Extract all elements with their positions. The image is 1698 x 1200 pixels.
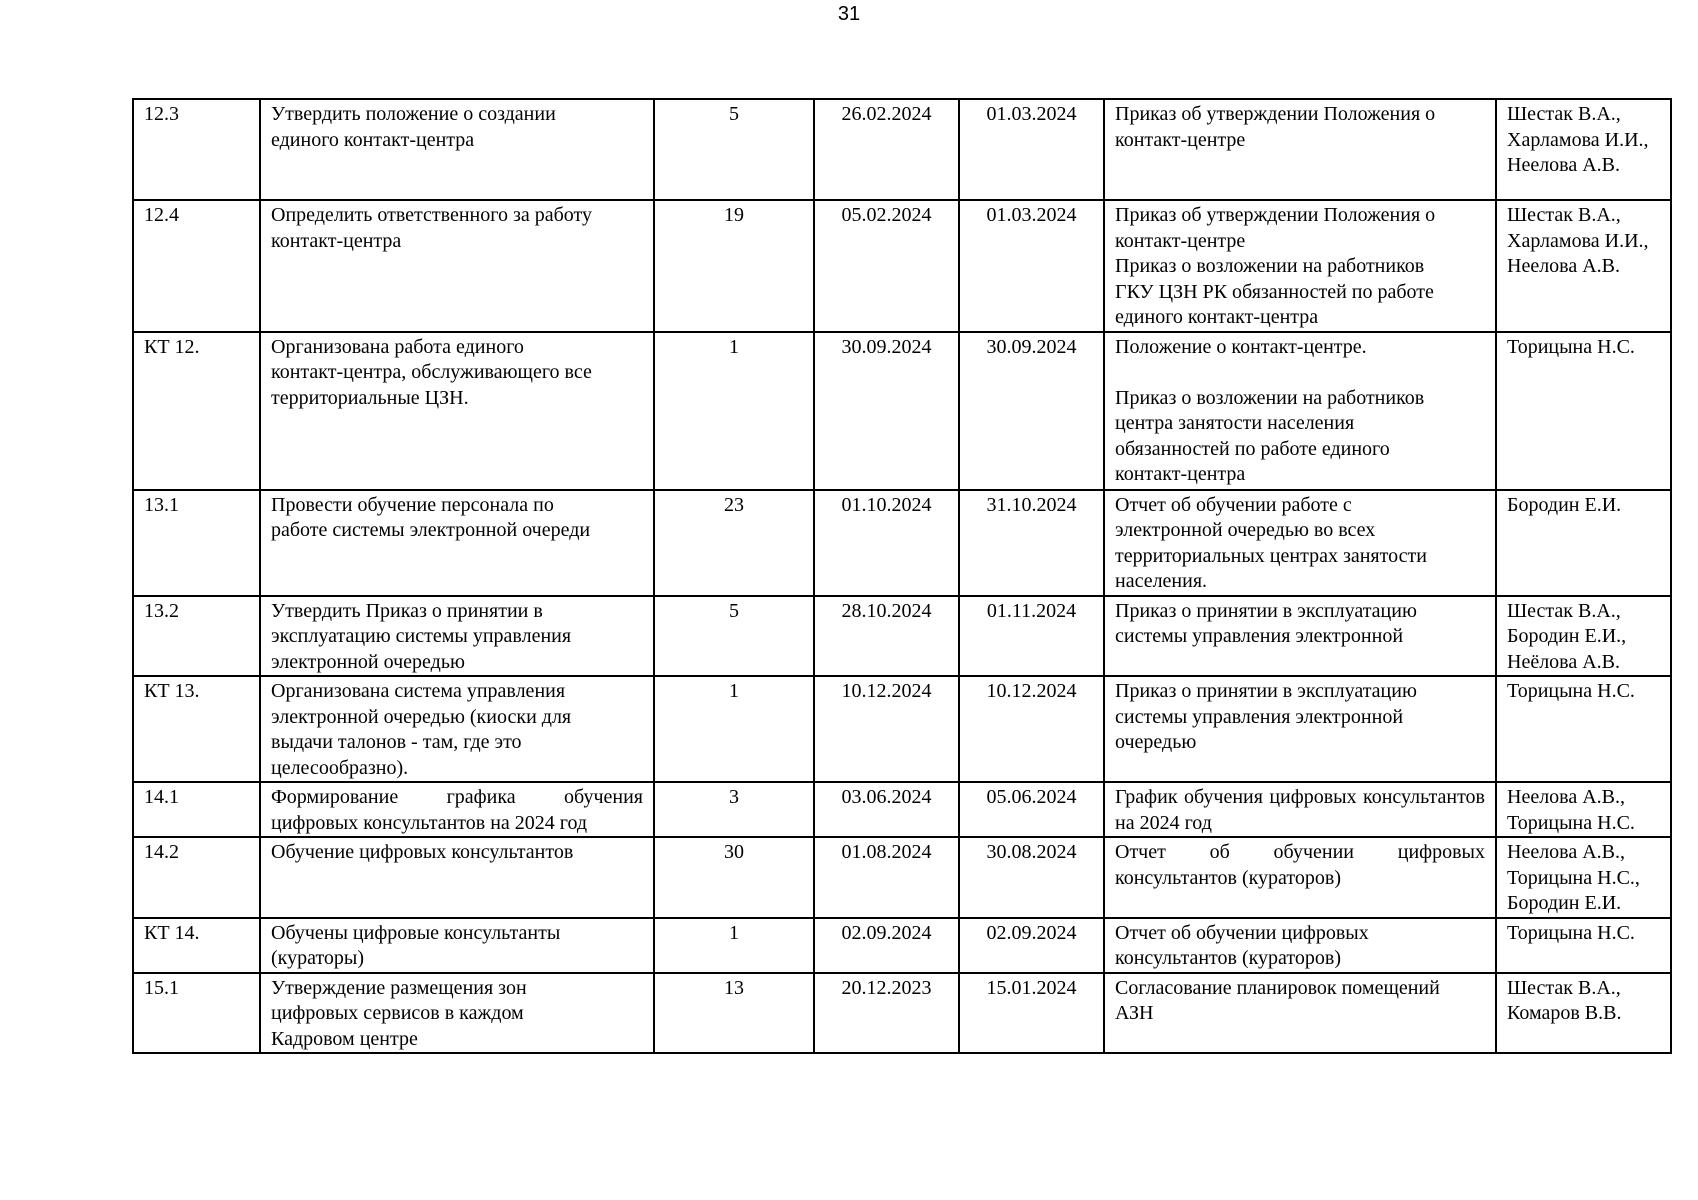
table-row xyxy=(133,200,1671,332)
task-description: Утверждение размещения зон цифровых сервисов в каждом Кадровом центре xyxy=(260,973,654,1054)
result-document: Приказ об утверждении Положения о контакт-центре xyxy=(1104,99,1496,200)
start-date: 30.09.2024 xyxy=(814,332,959,490)
duration-days: 3 xyxy=(654,782,814,837)
start-date: 10.12.2024 xyxy=(814,676,959,782)
start-date: 05.02.2024 xyxy=(814,200,959,332)
end-date: 01.03.2024 xyxy=(959,99,1104,200)
task-description: Формирование графика обучения цифровых консультантов на 2024 год xyxy=(260,782,654,837)
task-description: Обучены цифровые консультанты (кураторы) xyxy=(260,918,654,973)
table-row xyxy=(133,973,1671,1054)
end-date: 01.03.2024 xyxy=(959,200,1104,332)
item-number: 14.2 xyxy=(133,837,260,918)
result-document: Приказ о принятии в эксплуатацию системы управления электронной xyxy=(1104,596,1496,677)
result-document: График обучения цифровых консультантов на 2024 год xyxy=(1104,782,1496,837)
responsible-persons: Неелова А.В., Торицына Н.С., Бородин Е.И. xyxy=(1496,837,1671,918)
duration-days: 1 xyxy=(654,676,814,782)
plan-table xyxy=(132,98,1672,1054)
duration-days: 30 xyxy=(654,837,814,918)
task-description: Определить ответственного за работу контакт-центра xyxy=(260,200,654,332)
table-row xyxy=(133,490,1671,596)
start-date: 20.12.2023 xyxy=(814,973,959,1054)
item-number: 13.1 xyxy=(133,490,260,596)
duration-days: 1 xyxy=(654,918,814,973)
start-date: 01.10.2024 xyxy=(814,490,959,596)
result-document: Отчет об обучении цифровых консультантов (кураторов) xyxy=(1104,837,1496,918)
item-number: КТ 14. xyxy=(133,918,260,973)
result-document: Приказ о принятии в эксплуатацию системы управления электронной очередью xyxy=(1104,676,1496,782)
start-date: 26.02.2024 xyxy=(814,99,959,200)
responsible-persons: Шестак В.А., Харламова И.И., Неелова А.В. xyxy=(1496,99,1671,200)
table-row xyxy=(133,596,1671,677)
responsible-persons: Шестак В.А., Комаров В.В. xyxy=(1496,973,1671,1054)
item-number: 13.2 xyxy=(133,596,260,677)
table-row xyxy=(133,918,1671,973)
task-description: Организована система управления электронной очередью (киоски для выдачи талонов - там, где это целесообразно). xyxy=(260,676,654,782)
table-row xyxy=(133,676,1671,782)
item-number: 12.3 xyxy=(133,99,260,200)
responsible-persons: Торицына Н.С. xyxy=(1496,332,1671,490)
end-date: 05.06.2024 xyxy=(959,782,1104,837)
duration-days: 13 xyxy=(654,973,814,1054)
table-row xyxy=(133,332,1671,490)
item-number: 15.1 xyxy=(133,973,260,1054)
start-date: 01.08.2024 xyxy=(814,837,959,918)
result-document: Отчет об обучении работе с электронной очередью во всех территориальных центрах занятости населения. xyxy=(1104,490,1496,596)
item-number: КТ 12. xyxy=(133,332,260,490)
page-number: 31 xyxy=(837,3,861,25)
duration-days: 5 xyxy=(654,99,814,200)
table-row xyxy=(133,99,1671,200)
responsible-persons: Торицына Н.С. xyxy=(1496,918,1671,973)
responsible-persons: Шестак В.А., Харламова И.И., Неелова А.В. xyxy=(1496,200,1671,332)
duration-days: 23 xyxy=(654,490,814,596)
start-date: 28.10.2024 xyxy=(814,596,959,677)
result-document: Положение о контакт-центре. Приказ о возложении на работников центра занятости населения обязанностей по работе единого контакт-центра xyxy=(1104,332,1496,490)
task-description: Утвердить положение о создании единого контакт-центра xyxy=(260,99,654,200)
duration-days: 19 xyxy=(654,200,814,332)
duration-days: 5 xyxy=(654,596,814,677)
responsible-persons: Бородин Е.И. xyxy=(1496,490,1671,596)
task-description: Организована работа единого контакт-центра, обслуживающего все территориальные ЦЗН. xyxy=(260,332,654,490)
responsible-persons: Торицына Н.С. xyxy=(1496,676,1671,782)
start-date: 03.06.2024 xyxy=(814,782,959,837)
end-date: 30.09.2024 xyxy=(959,332,1104,490)
end-date: 10.12.2024 xyxy=(959,676,1104,782)
end-date: 02.09.2024 xyxy=(959,918,1104,973)
table-row xyxy=(133,782,1671,837)
result-document: Приказ об утверждении Положения о контакт-центре Приказ о возложении на работников ГКУ ЦЗН РК обязанностей по работе единого контакт-центра xyxy=(1104,200,1496,332)
table-row xyxy=(133,837,1671,918)
task-description: Обучение цифровых консультантов xyxy=(260,837,654,918)
item-number: КТ 13. xyxy=(133,676,260,782)
task-description: Утвердить Приказ о принятии в эксплуатацию системы управления электронной очередью xyxy=(260,596,654,677)
responsible-persons: Неелова А.В., Торицына Н.С. xyxy=(1496,782,1671,837)
end-date: 30.08.2024 xyxy=(959,837,1104,918)
end-date: 01.11.2024 xyxy=(959,596,1104,677)
responsible-persons: Шестак В.А., Бородин Е.И., Неёлова А.В. xyxy=(1496,596,1671,677)
task-description: Провести обучение персонала по работе системы электронной очереди xyxy=(260,490,654,596)
end-date: 31.10.2024 xyxy=(959,490,1104,596)
item-number: 14.1 xyxy=(133,782,260,837)
result-document: Согласование планировок помещений АЗН xyxy=(1104,973,1496,1054)
item-number: 12.4 xyxy=(133,200,260,332)
duration-days: 1 xyxy=(654,332,814,490)
start-date: 02.09.2024 xyxy=(814,918,959,973)
result-document: Отчет об обучении цифровых консультантов (кураторов) xyxy=(1104,918,1496,973)
end-date: 15.01.2024 xyxy=(959,973,1104,1054)
